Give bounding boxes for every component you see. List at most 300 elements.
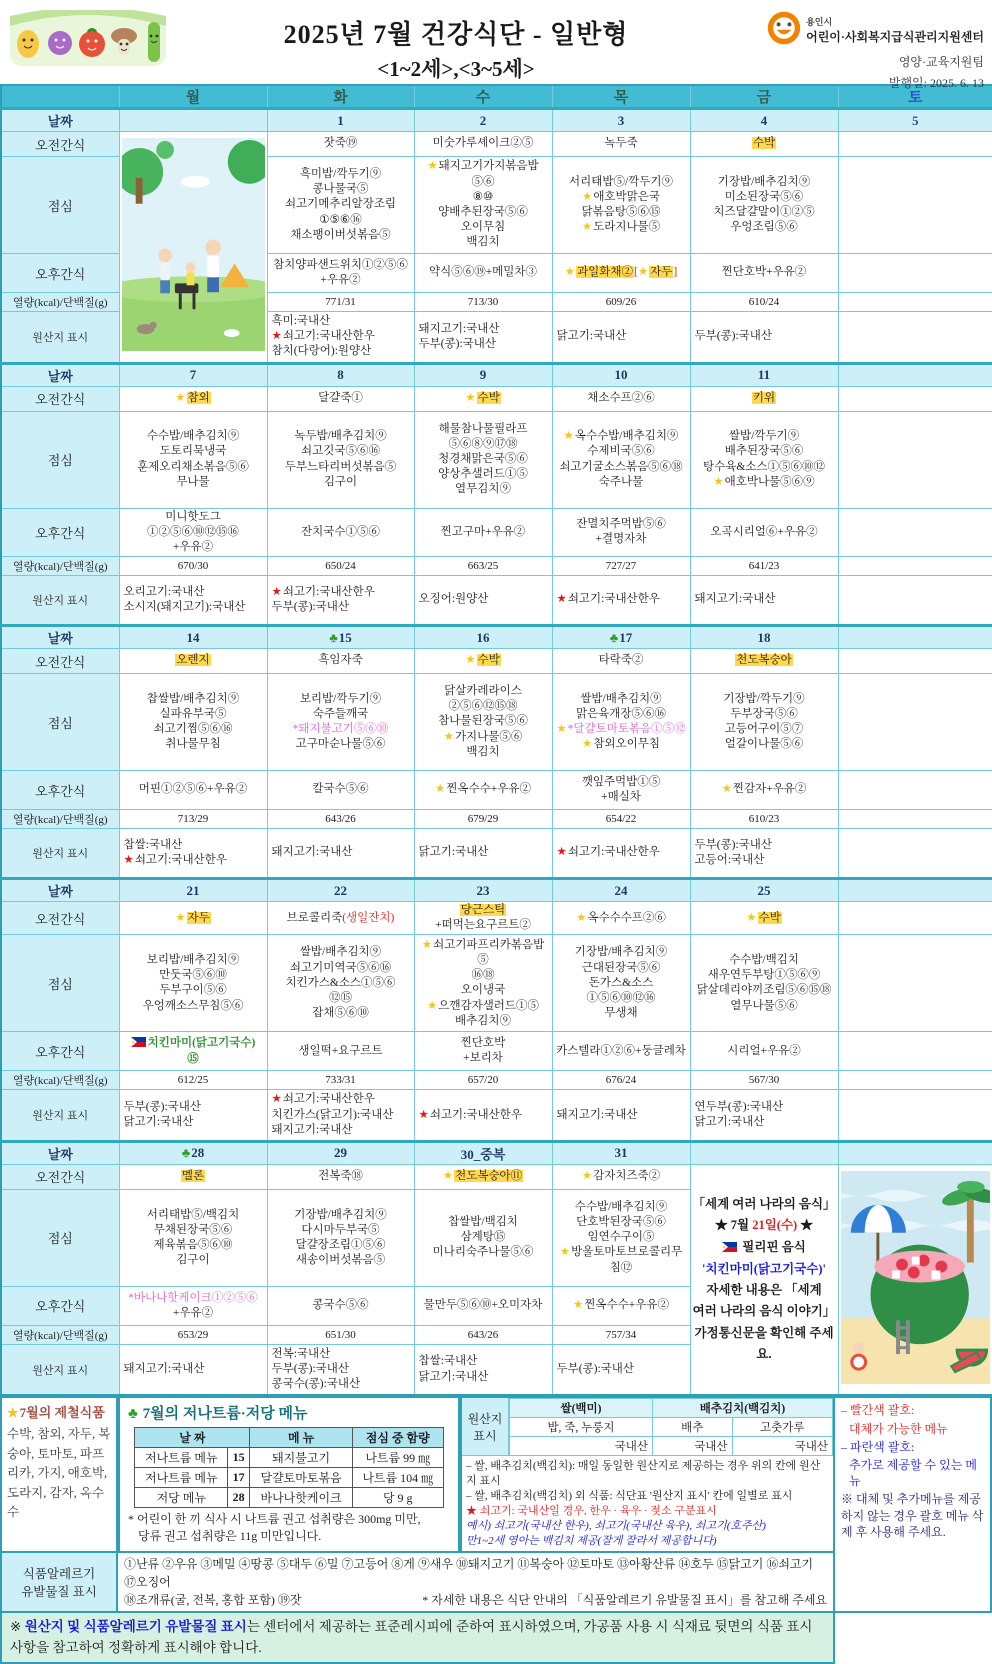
calorie-cell: 713/29 bbox=[119, 810, 267, 829]
origin-row bbox=[1, 829, 992, 879]
calorie-cell: 713/30 bbox=[414, 293, 552, 312]
calorie-cell: 757/34 bbox=[552, 1325, 690, 1344]
calorie-row bbox=[1, 810, 992, 829]
row-type: 저당 메뉴 bbox=[135, 1488, 228, 1508]
origin-cell: 돼지고기:국내산 bbox=[552, 1090, 690, 1142]
origin-cell: 닭고기:국내산 bbox=[552, 312, 690, 364]
am-snack-cell: 달걀죽① bbox=[267, 386, 414, 411]
col-header-date: 날 짜 bbox=[135, 1428, 250, 1448]
lunch-cell: 쌀밥/배추김치⑨ 맑은육개장⑤⑥⑯ ★*달걀토마토볶음①⑤⑫ ★참외오이무침 bbox=[552, 674, 690, 771]
am-snack-row bbox=[1, 386, 992, 411]
am-snack-cell: 미숫가루셰이크②⑤ bbox=[414, 132, 552, 157]
allergy-reference-note: * 자세한 내용은 식단 안내의 「식품알레르기 유발물질 표시」를 참고해 주세요 bbox=[422, 1593, 827, 1608]
star-icon: ★ bbox=[442, 1170, 454, 1183]
blue-bracket-note-title: – 파란색 괄호: bbox=[841, 1439, 915, 1454]
origin-note-1: – 쌀, 배추김치(백김치): 매일 동일한 원산지로 제공하는 경우 위의 칸에 원산지 표시 bbox=[466, 1460, 821, 1488]
star-icon: ★ bbox=[175, 391, 186, 404]
origin-cell bbox=[838, 576, 992, 626]
origin-row bbox=[1, 1090, 992, 1142]
am-snack-cell: 잣죽⑲ bbox=[267, 132, 414, 157]
lunch-cell: 기장밥/배추김치⑨ 근대된장국⑤⑥ 돈가스&소스①⑤⑥⑩⑫⑯ 무생채 bbox=[552, 935, 690, 1032]
lunch-cell: 흑미밥/깍두기⑨ 콩나물국⑤ 쇠고기메추리알장조림 ①⑤⑥⑯ 채소팽이버섯볶음⑤ bbox=[267, 157, 414, 254]
calorie-cell: 612/25 bbox=[119, 1071, 267, 1090]
lunch-cell: 수수밥/배추김치⑨ 도토리묵냉국 훈제오리채소볶음⑤⑥ 무나물 bbox=[119, 411, 267, 508]
row-label-lunch: 점심 bbox=[1, 1189, 119, 1286]
row-label-pm-snack: 오후간식 bbox=[1, 771, 119, 810]
pm-snack-cell: ★찐옥수수+우유② bbox=[414, 771, 552, 810]
watermelon-beach-illustration bbox=[841, 1171, 991, 1384]
calorie-cell: 663/25 bbox=[414, 557, 552, 576]
row-label-lunch: 점심 bbox=[1, 674, 119, 771]
am-snack-cell: ★ 자두 bbox=[119, 902, 267, 935]
row-type: 저나트륨 메뉴 bbox=[135, 1468, 228, 1488]
date-cell bbox=[838, 879, 992, 902]
am-snack-cell bbox=[838, 902, 992, 935]
lunch-cell: 찹쌀밥/배추김치⑨ 실파유부국⑤ 쇠고기찜⑤⑥⑯ 취나물무침 bbox=[119, 674, 267, 771]
rice-origin-value: 국내산 bbox=[510, 1437, 653, 1456]
star-icon: ★ bbox=[421, 938, 433, 951]
star-icon: ★ bbox=[465, 654, 476, 667]
pm-snack-cell: 미니핫도그①②⑤⑥⑩⑫⑮⑯ +우유② bbox=[119, 508, 267, 557]
date-row bbox=[1, 879, 992, 902]
pm-snack-cell: 잔멸치주먹밥⑤⑥ +결명자차 bbox=[552, 508, 690, 557]
date-cell: 21 bbox=[119, 879, 267, 902]
calorie-cell: 676/24 bbox=[552, 1071, 690, 1090]
calorie-cell: 651/30 bbox=[267, 1325, 414, 1344]
origin-cell: ★쇠고기:국내산한우 치킨가스(닭고기):국내산 돼지고기:국내산 bbox=[267, 1090, 414, 1142]
row-label-am-snack: 오전간식 bbox=[1, 902, 119, 935]
kimchi-origin-value1: 국내산 bbox=[652, 1437, 732, 1456]
row-day: 28 bbox=[228, 1488, 250, 1508]
row-amount: 나트륨 104 ㎎ bbox=[352, 1468, 443, 1488]
row-label-calorie: 열량(kcal)/단백질(g) bbox=[1, 1325, 119, 1344]
am-snack-cell: ★ 참외 bbox=[119, 386, 267, 411]
star-icon: ★ bbox=[7, 1405, 19, 1421]
seasonal-foods-box bbox=[0, 1396, 118, 1553]
origin-summary-table bbox=[509, 1398, 833, 1456]
lunch-cell: 기장밥/배추김치⑨ 미소된장국⑤⑥ 치즈달걀말이①②⑤ 우엉조림⑤⑥ bbox=[690, 157, 838, 254]
red-star-icon: ★ bbox=[123, 854, 134, 867]
center-logo-icon bbox=[766, 10, 802, 49]
calorie-cell: 654/22 bbox=[552, 810, 690, 829]
am-snack-cell bbox=[838, 649, 992, 674]
pm-snack-cell: 카스텔라①②⑥+둥글레차 bbox=[552, 1032, 690, 1071]
calorie-cell: 650/24 bbox=[267, 557, 414, 576]
weekday-3: 목 bbox=[552, 85, 690, 109]
calorie-cell: 653/29 bbox=[119, 1325, 267, 1344]
star-icon: ★ bbox=[556, 723, 567, 736]
pm-snack-cell: ★찐감자+우유② bbox=[690, 771, 838, 810]
am-snack-row bbox=[1, 1164, 992, 1189]
lunch-cell: ★옥수수밥/배추김치⑨ 수제비국⑤⑥ 쇠고기굴소스볶음⑤⑥⑱ 숙주나물 bbox=[552, 411, 690, 508]
philippines-flag-icon bbox=[722, 1238, 737, 1259]
footer-strong: 원산지 및 식품알레르기 유발물질 표시 bbox=[24, 1619, 247, 1635]
lunch-cell: ★돼지고기가지볶음밥⑤⑥ ⑧⑩ 양배추된장국⑤⑥ 오이무침 백김치 bbox=[414, 157, 552, 254]
origin-cell: 돼지고기:국내산 bbox=[267, 829, 414, 879]
origin-cell: 닭고기:국내산 bbox=[414, 829, 552, 879]
origin-cell: 찹쌀:국내산 ★쇠고기:국내산한우 bbox=[119, 829, 267, 879]
origin-note-infant: 만1~2세 영아는 백김치 제공(잘게 잘라서 제공합니다) bbox=[466, 1534, 717, 1547]
pm-snack-cell: 시리얼+우유② bbox=[690, 1032, 838, 1071]
date-row bbox=[1, 1141, 992, 1164]
date-cell: 25 bbox=[690, 879, 838, 902]
am-snack-cell: 녹두죽 bbox=[552, 132, 690, 157]
origin-note-2: – 쌀, 배추김치(백김치) 외 식품: 식단표 '원산지 표시' 칸에 일별로 표시 bbox=[466, 1490, 793, 1503]
row-label-am-snack: 오전간식 bbox=[1, 132, 119, 157]
lunch-cell: 서리태밥⑤/깍두기⑨ ★애호박맑은국 닭볶음탕⑤⑥⑮ ★도라지나물⑤ bbox=[552, 157, 690, 254]
philippines-flag-icon bbox=[131, 1037, 146, 1052]
weekday-2: 수 bbox=[414, 85, 552, 109]
allergy-line1: ①난류 ②우유 ③메밀 ④땅콩 ⑤대두 ⑥밀 ⑦고등어 ⑧게 ⑨새우 ⑩돼지고기 ⑪복숭아 ⑫토마토 ⑬아황산류 ⑭호두 ⑮닭고기 ⑯쇠고기 ⑰오징어 bbox=[124, 1557, 814, 1590]
lunch-cell: 보리밥/깍두기⑨ 숙주들깨국 *돼지불고기⑤⑥⑩ 고구마순나물⑤⑥ bbox=[267, 674, 414, 771]
row-label-am-snack: 오전간식 bbox=[1, 386, 119, 411]
row-label-origin: 원산지 표시 bbox=[1, 312, 119, 364]
lunch-row bbox=[1, 935, 992, 1032]
am-snack-cell: 오렌지 bbox=[119, 649, 267, 674]
date-cell: 18 bbox=[690, 626, 838, 649]
date-cell bbox=[838, 363, 992, 386]
col-header-amount: 점심 중 함량 bbox=[352, 1428, 443, 1448]
pm-snack-cell: 찐단호박+우유② bbox=[690, 254, 838, 293]
calorie-row bbox=[1, 1071, 992, 1090]
red-star-icon: ★ bbox=[271, 330, 282, 343]
lunch-cell: 찹쌀밥/백김치 삼계탕⑮ 미나리숙주나물⑤⑥ bbox=[414, 1189, 552, 1286]
origin-cell: 연두부(콩):국내산 닭고기:국내산 bbox=[690, 1090, 838, 1142]
star-icon: ★ bbox=[746, 911, 757, 924]
lunch-cell: ★쇠고기파프리카볶음밥⑤ ⑯⑱ 오이냉국 ★으깬감자샐러드①⑤ 배추김치⑨ bbox=[414, 935, 552, 1032]
pm-snack-cell bbox=[838, 254, 992, 293]
am-snack-cell: ★ 수박 bbox=[414, 386, 552, 411]
clover-icon: ♣ bbox=[128, 1406, 138, 1423]
calorie-cell: 610/24 bbox=[690, 293, 838, 312]
date-cell: 23 bbox=[414, 879, 552, 902]
pm-snack-cell: 콩국수⑤⑥ bbox=[267, 1286, 414, 1325]
red-star-icon: ★ bbox=[556, 846, 567, 859]
pm-snack-cell bbox=[838, 508, 992, 557]
corner-cell bbox=[1, 85, 119, 109]
menu-calendar-table bbox=[0, 84, 992, 1396]
row-label-pm-snack: 오후간식 bbox=[1, 1286, 119, 1325]
row-label-origin: 원산지 표시 bbox=[1, 1344, 119, 1395]
star-icon: ★ bbox=[559, 1246, 571, 1259]
pm-snack-row bbox=[1, 1032, 992, 1071]
row-label-date: 날짜 bbox=[1, 363, 119, 386]
star-icon: ★ bbox=[443, 730, 454, 743]
calorie-cell bbox=[838, 293, 992, 312]
calorie-cell: 643/26 bbox=[267, 810, 414, 829]
date-cell: 8 bbox=[267, 363, 414, 386]
page-header bbox=[0, 0, 992, 90]
footer-rest: 는 센터에서 제공하는 표준레시피에 준하여 표시하였으며, 가공품 사용 시 식재료 뒷면의 식품 표시사항을 참고하여 정확하게 표시해야 합니다. bbox=[10, 1619, 813, 1655]
table-row bbox=[135, 1488, 443, 1508]
calorie-cell bbox=[838, 557, 992, 576]
date-cell: 9 bbox=[414, 363, 552, 386]
kimchi-sub2: 고춧가루 bbox=[732, 1418, 832, 1437]
star-icon: ★ bbox=[576, 911, 587, 924]
lunch-cell bbox=[838, 157, 992, 254]
row-label-origin: 원산지 표시 bbox=[1, 829, 119, 879]
row-amount: 나트륨 99 ㎎ bbox=[352, 1448, 443, 1468]
pm-snack-cell: 오곡시리얼⑥+우유② bbox=[690, 508, 838, 557]
date-cell: 30_중복 bbox=[414, 1141, 552, 1164]
star-icon: ★ bbox=[581, 221, 593, 234]
page-title: 2025년 7월 건강식단 - 일반형 bbox=[283, 20, 629, 49]
lunch-cell: 쌀밥/깍두기⑨ 배추된장국⑤⑥ 탕수육&소스①⑤⑥⑩⑫ ★애호박나물⑤⑥⑨ bbox=[690, 411, 838, 508]
date-cell: 2 bbox=[414, 109, 552, 132]
origin-note-example: 예시) 쇠고기(국내산 한우), 쇠고기(국내산 육우), 쇠고기(호주산) bbox=[466, 1519, 766, 1532]
am-snack-cell: 전복죽⑱ bbox=[267, 1164, 414, 1189]
date-cell: 22 bbox=[267, 879, 414, 902]
bottom-section bbox=[0, 1396, 992, 1664]
camping-illustration bbox=[122, 138, 265, 351]
rice-sub: 밥, 죽, 누룽지 bbox=[510, 1418, 653, 1437]
star-icon: ★ bbox=[563, 430, 574, 443]
date-cell: 4 bbox=[690, 109, 838, 132]
footer-disclaimer: ※ 원산지 및 식품알레르기 유발물질 표시는 센터에서 제공하는 표준레시피에 준하여 표시하였으며, 가공품 사용 시 식재료 뒷면의 식품 표시사항을 참고하여 정확하게 표시해야 합니다. bbox=[0, 1613, 835, 1664]
pm-snack-cell: 참치양파샌드위치①②⑤⑥ +우유② bbox=[267, 254, 414, 293]
origin-note-beef: ★ 쇠고기: 국내산일 경우, 한우 · 육우 · 젖소 구분표시 bbox=[466, 1504, 717, 1517]
star-icon: ★ bbox=[582, 190, 593, 203]
origin-cell: 두부(콩):국내산 bbox=[552, 1344, 690, 1395]
calorie-cell: 727/27 bbox=[552, 557, 690, 576]
star-icon: ★ bbox=[582, 738, 593, 751]
star-icon: ★ bbox=[426, 999, 438, 1012]
lunch-cell: 수수밥/배추김치⑨ 단호박된장국⑤⑥ 임연수구이⑤ ★방울토마토브로콜리무침⑫ bbox=[552, 1189, 690, 1286]
calorie-cell: 733/31 bbox=[267, 1071, 414, 1090]
star-icon: ★ bbox=[637, 266, 649, 279]
origin-cell: 두부(콩):국내산 고등어:국내산 bbox=[690, 829, 838, 879]
pm-snack-cell: ★찐옥수수+우유② bbox=[552, 1286, 690, 1325]
low-sodium-box bbox=[118, 1396, 460, 1553]
row-menu: 달걀토마토볶음 bbox=[250, 1468, 353, 1488]
pm-snack-cell: 찐단호박 +보리차 bbox=[414, 1032, 552, 1071]
am-snack-cell: 멜론 bbox=[119, 1164, 267, 1189]
lunch-cell bbox=[838, 674, 992, 771]
team-name: 영양·교육지원팀 bbox=[898, 55, 984, 69]
origin-cell: ★쇠고기:국내산한우 bbox=[552, 829, 690, 879]
calorie-cell: 641/23 bbox=[690, 557, 838, 576]
calorie-cell bbox=[838, 810, 992, 829]
row-menu: 돼지불고기 bbox=[250, 1448, 353, 1468]
lunch-cell: 수수밥/백김치 새우연두부탕①⑤⑥⑨ 닭살데리야끼조림⑤⑥⑮⑱ 열무나물⑤⑥ bbox=[690, 935, 838, 1032]
calorie-cell: 670/30 bbox=[119, 557, 267, 576]
world-food-notice: 「세계 여러 나라의 음식」 ★ 7월 21일(수) ★ 필리핀 음식 '치킨마미(닭고기국수)' 자세한 내용은 「세계 여러 나라의 음식 이야기」 가정통신문을 확인해 주세요. bbox=[690, 1164, 838, 1395]
date-cell: 16 bbox=[414, 626, 552, 649]
row-menu: 바나나핫케이크 bbox=[250, 1488, 353, 1508]
row-day: 17 bbox=[228, 1468, 250, 1488]
origin-cell bbox=[838, 829, 992, 879]
substitute-menu-note: ※ 대체 및 추가메뉴를 제공하지 않는 경우 괄호 메뉴 삭제 후 사용해 주세요. bbox=[841, 1492, 984, 1539]
pm-snack-cell: 잔치국수①⑤⑥ bbox=[267, 508, 414, 557]
seasonal-items: 수박, 참외, 자두, 복숭아, 토마토, 파프리카, 가지, 애호박, 도라지, 감자, 옥수수 bbox=[7, 1427, 111, 1519]
red-star-icon: ★ bbox=[271, 585, 282, 598]
allergy-line2: ⑱조개류(굴, 전복, 홍합 포함) ⑲잣 bbox=[124, 1593, 302, 1608]
date-cell: ♣15 bbox=[267, 626, 414, 649]
origin-cell: ★쇠고기:국내산한우 bbox=[414, 1090, 552, 1142]
pm-snack-cell: 머핀①②⑤⑥+우유② bbox=[119, 771, 267, 810]
row-label-date: 날짜 bbox=[1, 1141, 119, 1164]
am-snack-cell: 천도복숭아 bbox=[690, 649, 838, 674]
star-icon: ★ bbox=[573, 1299, 584, 1312]
calorie-cell: 679/29 bbox=[414, 810, 552, 829]
weekday-0: 월 bbox=[119, 85, 267, 109]
pm-snack-cell: 물만두⑤⑥⑩+오미자차 bbox=[414, 1286, 552, 1325]
origin-cell bbox=[838, 1090, 992, 1142]
issue-date: 발행일: 2025. 6. 13 bbox=[888, 76, 984, 90]
am-snack-cell: 당근스틱 +떠먹는요구르트② bbox=[414, 902, 552, 935]
origin-cell: 두부(콩):국내산 닭고기:국내산 bbox=[119, 1090, 267, 1142]
row-label-calorie: 열량(kcal)/단백질(g) bbox=[1, 293, 119, 312]
calorie-cell: 567/30 bbox=[690, 1071, 838, 1090]
weekday-4: 금 bbox=[690, 85, 838, 109]
star-icon: ★ bbox=[465, 391, 476, 404]
pm-snack-cell: 찐고구마+우유② bbox=[414, 508, 552, 557]
calorie-cell: 610/23 bbox=[690, 810, 838, 829]
allergy-list bbox=[118, 1553, 835, 1613]
origin-row bbox=[1, 576, 992, 626]
table-row bbox=[135, 1468, 443, 1488]
pm-snack-cell: 약식⑤⑥⑲+메밀차③ bbox=[414, 254, 552, 293]
am-snack-cell: 수박 bbox=[690, 132, 838, 157]
date-cell: 7 bbox=[119, 363, 267, 386]
date-cell: 31 bbox=[552, 1141, 690, 1164]
row-label-am-snack: 오전간식 bbox=[1, 649, 119, 674]
origin-cell: ★쇠고기:국내산한우 두부(콩):국내산 bbox=[267, 576, 414, 626]
origin-cell: 전복:국내산 두부(콩):국내산 콩국수(콩):국내산 bbox=[267, 1344, 414, 1395]
red-star-icon: ★ bbox=[556, 593, 567, 606]
row-day: 15 bbox=[228, 1448, 250, 1468]
date-cell: 11 bbox=[690, 363, 838, 386]
date-cell: ♣28 bbox=[119, 1141, 267, 1164]
lunch-row bbox=[1, 411, 992, 508]
calorie-cell: 609/26 bbox=[552, 293, 690, 312]
origin-cell: ★쇠고기:국내산한우 bbox=[552, 576, 690, 626]
origin-cell: 돼지고기:국내산 두부(콩):국내산 bbox=[414, 312, 552, 364]
date-row bbox=[1, 363, 992, 386]
date-cell bbox=[838, 1141, 992, 1164]
pm-snack-cell bbox=[838, 771, 992, 810]
am-snack-row bbox=[1, 132, 992, 157]
origin-cell: 오리고기:국내산 소시지(돼지고기):국내산 bbox=[119, 576, 267, 626]
row-label-pm-snack: 오후간식 bbox=[1, 254, 119, 293]
low-sodium-title: 7월의 저나트륨·저당 메뉴 bbox=[142, 1406, 308, 1423]
am-snack-cell: ★감자치즈죽② bbox=[552, 1164, 690, 1189]
calorie-cell: 643/26 bbox=[414, 1325, 552, 1344]
red-star-icon: ★ bbox=[418, 1108, 429, 1121]
red-bracket-note-title: – 빨간색 괄호: bbox=[841, 1403, 915, 1418]
row-label-origin: 원산지 표시 bbox=[1, 1090, 119, 1142]
pm-snack-row bbox=[1, 508, 992, 557]
lunch-cell: 녹두밥/배추김치⑨ 쇠고깃국⑤⑥⑯ 두부느타리버섯볶음⑤ 김구이 bbox=[267, 411, 414, 508]
fruit-characters-illustration bbox=[8, 10, 178, 75]
date-cell: 1 bbox=[267, 109, 414, 132]
am-snack-cell: 채소수프②⑥ bbox=[552, 386, 690, 411]
date-cell: 14 bbox=[119, 626, 267, 649]
star-icon: ★ bbox=[564, 266, 576, 279]
allergy-label: 식품알레르기 유발물질 표시 bbox=[0, 1553, 118, 1613]
pm-snack-cell: 치킨마미(닭고기국수) ⑮ bbox=[119, 1032, 267, 1071]
star-icon: ★ bbox=[581, 1170, 593, 1183]
lunch-cell: 기장밥/배추김치⑨ 다시마두부국⑤ 달걀장조림①⑤⑥ 새송이버섯볶음⑤ bbox=[267, 1189, 414, 1286]
origin-cell: 흑미:국내산 ★쇠고기:국내산한우 참치(다랑어):원양산 bbox=[267, 312, 414, 364]
am-snack-cell: 흑임자죽 bbox=[267, 649, 414, 674]
am-snack-cell: 브로콜리죽(생일잔치) bbox=[267, 902, 414, 935]
table-row bbox=[135, 1448, 443, 1468]
am-snack-cell: 타락죽② bbox=[552, 649, 690, 674]
row-label-calorie: 열량(kcal)/단백질(g) bbox=[1, 1071, 119, 1090]
am-snack-row bbox=[1, 649, 992, 674]
lunch-cell: 쌀밥/배추김치⑨ 쇠고기미역국⑤⑥⑯ 치킨가스&소스①⑤⑥ ⑫⑮ 잡채⑤⑥⑩ bbox=[267, 935, 414, 1032]
origin-cell: 두부(콩):국내산 bbox=[690, 312, 838, 364]
calorie-cell bbox=[838, 1071, 992, 1090]
lunch-row bbox=[1, 674, 992, 771]
am-snack-cell: ★ 수박 bbox=[414, 649, 552, 674]
weekday-5: 토 bbox=[838, 85, 992, 109]
row-label-lunch: 점심 bbox=[1, 411, 119, 508]
row-label-date: 날짜 bbox=[1, 879, 119, 902]
blue-bracket-note: 추가로 제공할 수 있는 메뉴 bbox=[849, 1457, 977, 1489]
color-legend-box bbox=[835, 1396, 992, 1613]
lunch-cell bbox=[838, 411, 992, 508]
row-label-am-snack: 오전간식 bbox=[1, 1164, 119, 1189]
kimchi-origin-value2: 국내산 bbox=[732, 1437, 832, 1456]
origin-cell bbox=[838, 312, 992, 364]
date-cell bbox=[119, 109, 267, 132]
row-type: 저나트륨 메뉴 bbox=[135, 1448, 228, 1468]
origin-cell: 돼지고기:국내산 bbox=[119, 1344, 267, 1395]
row-label-origin: 원산지 표시 bbox=[1, 576, 119, 626]
row-label-calorie: 열량(kcal)/단백질(g) bbox=[1, 810, 119, 829]
org-name: 어린이·사회복지급식관리지원센터 bbox=[806, 29, 984, 44]
date-cell: 5 bbox=[838, 109, 992, 132]
origin-summary-box bbox=[460, 1396, 835, 1553]
date-cell: 3 bbox=[552, 109, 690, 132]
calorie-cell: 771/31 bbox=[267, 293, 414, 312]
lunch-cell: 서리태밥⑤/백김치 무채된장국⑤⑥ 제육볶음⑤⑥⑩ 김구이 bbox=[119, 1189, 267, 1286]
pm-snack-row bbox=[1, 771, 992, 810]
am-snack-cell bbox=[838, 132, 992, 157]
star-icon: ★ bbox=[435, 783, 446, 796]
seasonal-title: 7월의 제철식품 bbox=[19, 1405, 105, 1421]
row-amount: 당 9 g bbox=[352, 1488, 443, 1508]
pm-snack-cell: 칼국수⑤⑥ bbox=[267, 771, 414, 810]
date-cell: ♣17 bbox=[552, 626, 690, 649]
star-icon: ★ bbox=[713, 475, 724, 488]
star-icon: ★ bbox=[427, 160, 438, 173]
origin-cell: 오징어:원양산 bbox=[414, 576, 552, 626]
red-bracket-note: 대체가 가능한 메뉴 bbox=[849, 1421, 948, 1436]
lunch-cell: 보리밥/배추김치⑨ 만둣국⑤⑥⑩ 두부구이⑤⑥ 우엉깨소스무침⑤⑥ bbox=[119, 935, 267, 1032]
lunch-cell bbox=[838, 935, 992, 1032]
clover-icon: ♣ bbox=[181, 1145, 191, 1161]
pm-snack-cell bbox=[838, 1032, 992, 1071]
org-city: 용인시 bbox=[806, 16, 833, 27]
date-cell: 24 bbox=[552, 879, 690, 902]
lunch-cell: 닭살카레라이스②⑤⑥⑫⑮⑱ 참나물된장국⑤⑥ ★가지나물⑤⑥ 백김치 bbox=[414, 674, 552, 771]
pm-snack-cell: 깻잎주먹밥①⑤ +매실차 bbox=[552, 771, 690, 810]
row-label-lunch: 점심 bbox=[1, 157, 119, 254]
calorie-row bbox=[1, 557, 992, 576]
col-header-menu: 메 뉴 bbox=[250, 1428, 353, 1448]
date-cell bbox=[690, 1141, 838, 1164]
row-label-date: 날짜 bbox=[1, 626, 119, 649]
red-star-icon: ★ bbox=[271, 1093, 282, 1106]
pm-snack-cell: *바나나핫케이크①②⑤⑥ +우유② bbox=[119, 1286, 267, 1325]
origin-cell: 찹쌀:국내산 닭고기:국내산 bbox=[414, 1344, 552, 1395]
sodium-note-line2: 당류 권고 섭취량은 11g 미만입니다. bbox=[138, 1529, 322, 1544]
date-cell: 29 bbox=[267, 1141, 414, 1164]
age-groups: <1~2세>,<3~5세> bbox=[377, 57, 535, 81]
